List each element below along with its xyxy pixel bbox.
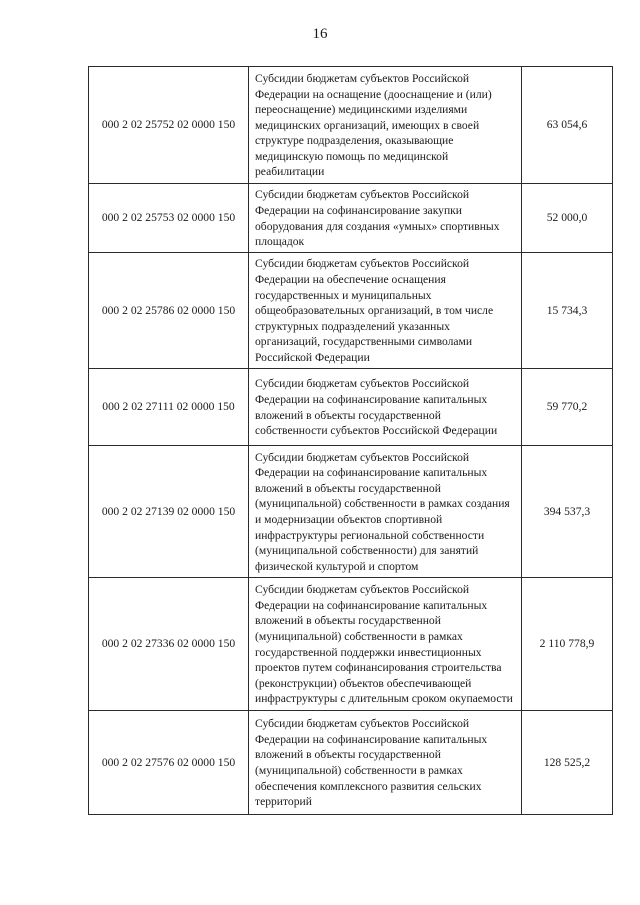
revenue-description-cell: Субсидии бюджетам субъектов Российской Федерации на софинансирование капитальных вложений в объекты государственной (муниципальной) собственности в рамках государственной поддержки инвестиционных проектов путем софинансирования строительства (реконструкции) объектов обеспечивающей инфраструктуры с длительным сроком окупаемости: [249, 578, 522, 711]
table-row: [89, 184, 613, 253]
revenue-code-cell: 000 2 02 25786 02 0000 150: [89, 253, 249, 369]
revenue-description-cell: Субсидии бюджетам субъектов Российской Федерации на софинансирование капитальных вложений в объекты государственной собственности субъектов Российской Федерации: [249, 369, 522, 446]
revenue-description-cell: Субсидии бюджетам субъектов Российской Федерации на обеспечение оснащения государственных и муниципальных общеобразовательных организаций, в том числе структурных подразделений указанных организаций, государственными символами Российской Федерации: [249, 253, 522, 369]
table-row: [89, 446, 613, 578]
revenue-code-cell: 000 2 02 27336 02 0000 150: [89, 578, 249, 711]
revenue-code-cell: 000 2 02 27576 02 0000 150: [89, 711, 249, 815]
table-row: [89, 67, 613, 184]
amount-cell: 15 734,3: [522, 253, 613, 369]
revenue-code-cell: 000 2 02 27111 02 0000 150: [89, 369, 249, 446]
revenue-description-cell: Субсидии бюджетам субъектов Российской Федерации на софинансирование капитальных вложений в объекты государственной (муниципальной) собственности в рамках создания и модернизации объектов спортивной инфраструктуры региональной собственности (муниципальной собственности) для занятий физической культурой и спортом: [249, 446, 522, 578]
table-row: [89, 578, 613, 711]
budget-revenue-table: [88, 66, 613, 815]
amount-cell: 52 000,0: [522, 184, 613, 253]
amount-cell: 128 525,2: [522, 711, 613, 815]
page-number: 16: [312, 26, 328, 42]
amount-cell: 63 054,6: [522, 67, 613, 184]
revenue-code-cell: 000 2 02 27139 02 0000 150: [89, 446, 249, 578]
amount-cell: 394 537,3: [522, 446, 613, 578]
table-row: [89, 369, 613, 446]
revenue-description-cell: Субсидии бюджетам субъектов Российской Федерации на софинансирование закупки оборудования для создания «умных» спортивных площадок: [249, 184, 522, 253]
table-row: [89, 253, 613, 369]
revenue-code-cell: 000 2 02 25752 02 0000 150: [89, 67, 249, 184]
amount-cell: 59 770,2: [522, 369, 613, 446]
table-row: [89, 711, 613, 815]
revenue-description-cell: Субсидии бюджетам субъектов Российской Федерации на оснащение (дооснащение и (или) переоснащение) медицинскими изделиями медицинских организаций, имеющих в своей структуре подразделения, оказывающие медицинскую помощь по медицинской реабилитации: [249, 67, 522, 184]
amount-cell: 2 110 778,9: [522, 578, 613, 711]
revenue-code-cell: 000 2 02 25753 02 0000 150: [89, 184, 249, 253]
revenue-description-cell: Субсидии бюджетам субъектов Российской Федерации на софинансирование капитальных вложений в объекты государственной (муниципальной) собственности в рамках обеспечения комплексного развития сельских территорий: [249, 711, 522, 815]
